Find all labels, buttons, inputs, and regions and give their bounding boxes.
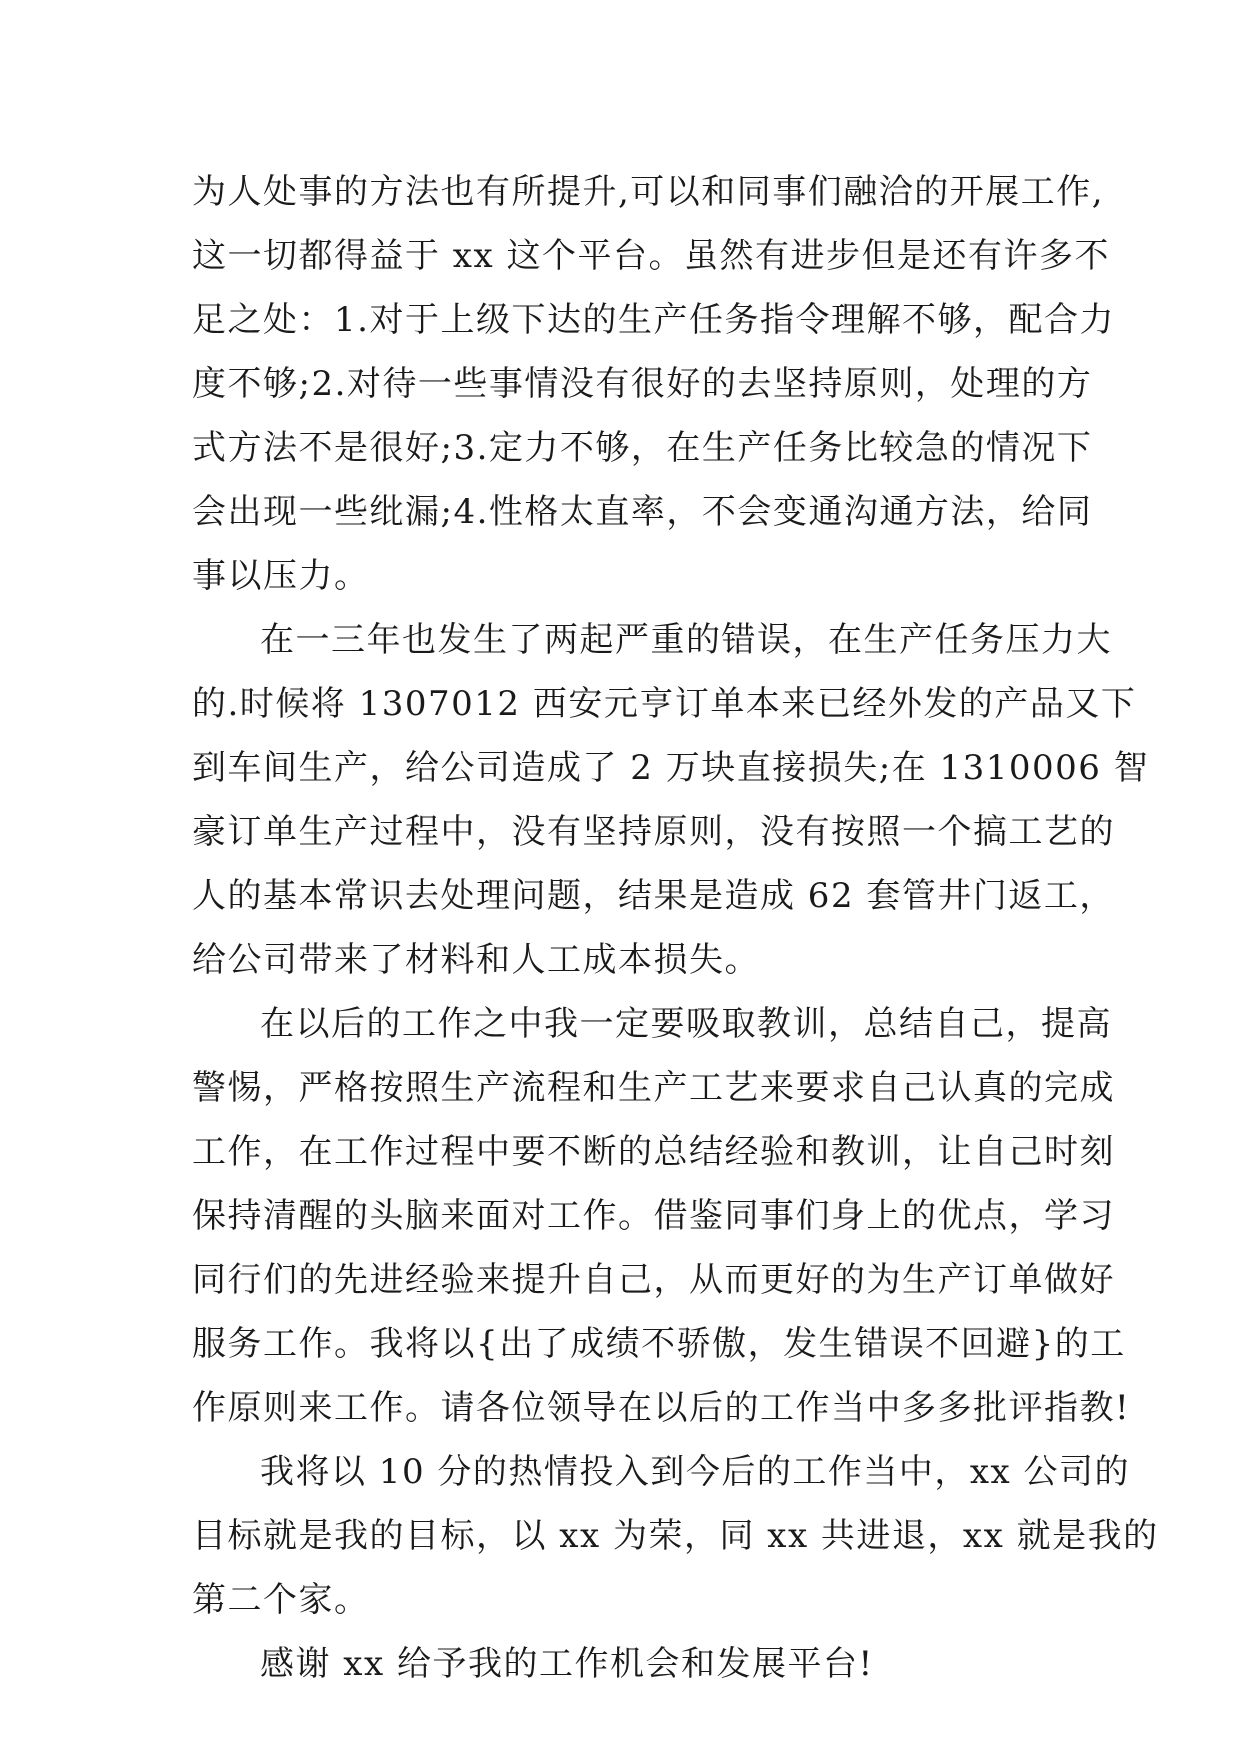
text-line: 目标就是我的目标，以 xx 为荣，同 xx 共进退，xx 就是我的 — [192, 1516, 1159, 1556]
text-line: 到车间生产，给公司造成了 2 万块直接损失;在 1310006 智 — [192, 748, 1150, 788]
paragraph-3 — [192, 992, 1131, 1440]
text-line: 给公司带来了材料和人工成本损失。 — [192, 940, 760, 980]
text-line: 警惕，严格按照生产流程和生产工艺来要求自己认真的完成 — [192, 1068, 1115, 1108]
text-line: 保持清醒的头脑来面对工作。借鉴同事们身上的优点，学习 — [192, 1196, 1115, 1236]
paragraph-5 — [192, 1632, 1081, 1696]
text-line: 同行们的先进经验来提升自己，从而更好的为生产订单做好 — [192, 1260, 1115, 1300]
text-line: 第二个家。 — [192, 1580, 370, 1620]
text-line: 的.时候将 1307012 西安元亨订单本来已经外发的产品又下 — [192, 684, 1137, 724]
text-line: 会出现一些纰漏;4.性格太直率，不会变通沟通方法，给同 — [192, 492, 1093, 532]
text-line: 在一三年也发生了两起严重的错误，在生产任务压力大 — [260, 620, 1112, 660]
text-line: 人的基本常识去处理问题，结果是造成 62 套管井门返工， — [192, 876, 1115, 916]
paragraph-2 — [192, 608, 1150, 992]
text-line: 为人处事的方法也有所提升,可以和同事们融洽的开展工作, — [192, 172, 1105, 212]
text-line: 豪订单生产过程中，没有坚持原则，没有按照一个搞工艺的 — [192, 812, 1115, 852]
text-line: 度不够;2.对待一些事情没有很好的去坚持原则，处理的方 — [192, 364, 1093, 404]
text-line: 足之处：1.对于上级下达的生产任务指令理解不够，配合力 — [192, 300, 1115, 340]
text-line: 服务工作。我将以{出了成绩不骄傲，发生错误不回避}的工 — [192, 1324, 1126, 1364]
text-line: 工作，在工作过程中要不断的总结经验和教训，让自己时刻 — [192, 1132, 1115, 1172]
text-line: 式方法不是很好;3.定力不够，在生产任务比较急的情况下 — [192, 428, 1093, 468]
paragraph-4 — [192, 1440, 1159, 1632]
text-line: 感谢 xx 给予我的工作机会和发展平台! — [260, 1644, 874, 1684]
text-line: 事以压力。 — [192, 556, 370, 596]
text-line: 在以后的工作之中我一定要吸取教训，总结自己，提高 — [260, 1004, 1112, 1044]
text-line: 这一切都得益于 xx 这个平台。虽然有进步但是还有许多不 — [192, 236, 1110, 276]
paragraph-1 — [192, 160, 1115, 608]
text-line: 作原则来工作。请各位领导在以后的工作当中多多批评指教! — [192, 1388, 1131, 1428]
text-line: 我将以 10 分的热情投入到今后的工作当中，xx 公司的 — [260, 1452, 1131, 1492]
